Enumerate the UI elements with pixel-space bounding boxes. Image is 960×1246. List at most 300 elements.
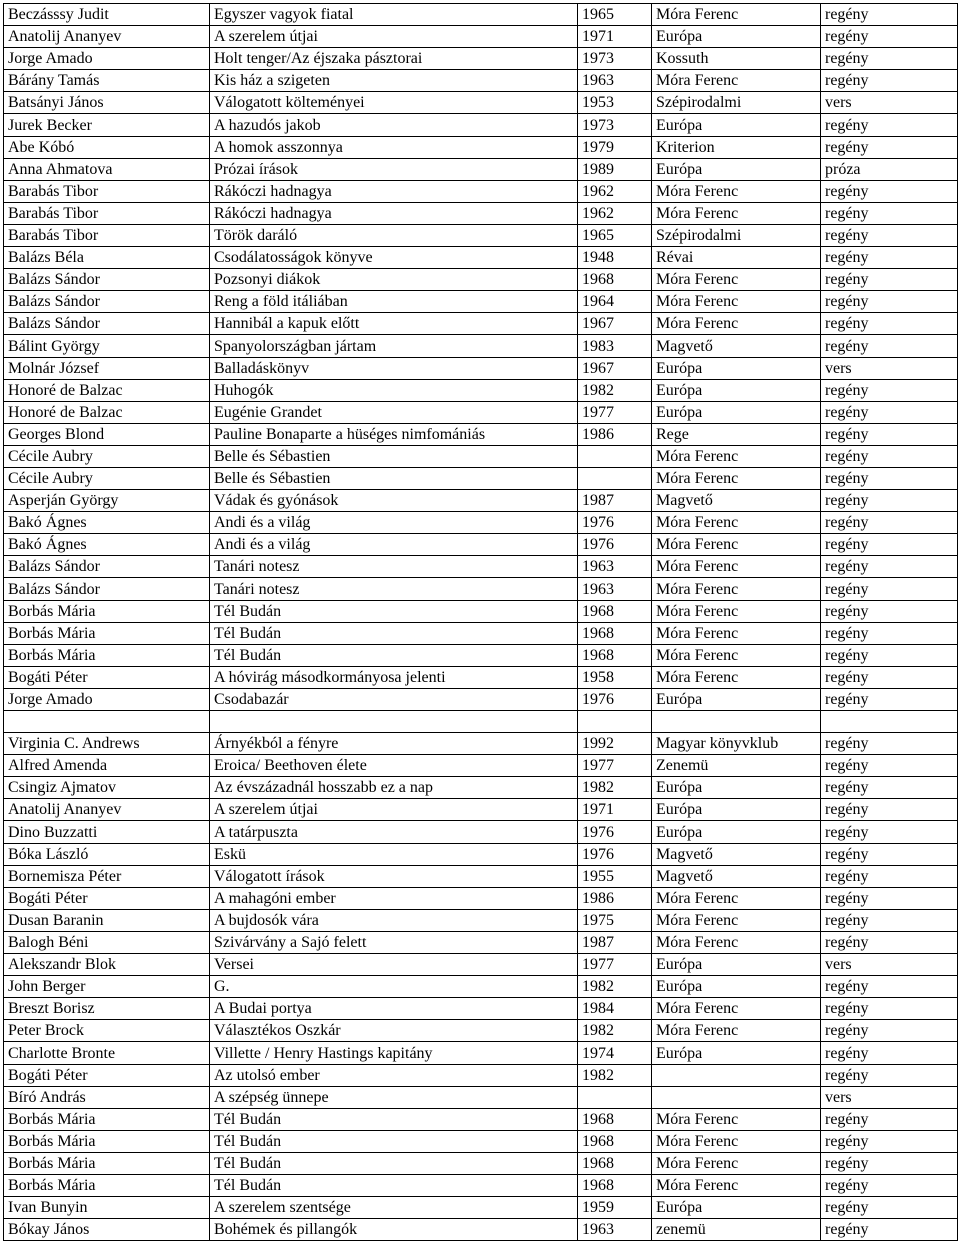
author-cell: Dusan Baranin: [4, 909, 210, 931]
table-row: [4, 423, 958, 445]
title-cell: Az évszázadnál hosszabb ez a nap: [210, 777, 578, 799]
title-cell: A tatárpuszta: [210, 821, 578, 843]
table-row: [4, 1020, 958, 1042]
title-cell: Tél Budán: [210, 622, 578, 644]
genre-cell: regény: [821, 291, 958, 313]
genre-cell: regény: [821, 1130, 958, 1152]
title-cell: Eugénie Grandet: [210, 401, 578, 423]
author-cell: Breszt Borisz: [4, 998, 210, 1020]
table-row: [4, 512, 958, 534]
author-cell: Bornemisza Péter: [4, 865, 210, 887]
publisher-cell: Móra Ferenc: [652, 1174, 821, 1196]
genre-cell: regény: [821, 622, 958, 644]
genre-cell: regény: [821, 512, 958, 534]
genre-cell: regény: [821, 269, 958, 291]
author-cell: Balázs Sándor: [4, 291, 210, 313]
table-row: [4, 909, 958, 931]
genre-cell: vers: [821, 1086, 958, 1108]
year-cell: 1963: [578, 578, 652, 600]
table-row: [4, 357, 958, 379]
genre-cell: regény: [821, 821, 958, 843]
year-cell: [578, 445, 652, 467]
genre-cell: vers: [821, 954, 958, 976]
publisher-cell: Európa: [652, 357, 821, 379]
genre-cell: regény: [821, 247, 958, 269]
table-row: [4, 1064, 958, 1086]
author-cell: Jurek Becker: [4, 114, 210, 136]
genre-cell: regény: [821, 379, 958, 401]
year-cell: 1986: [578, 423, 652, 445]
year-cell: 1982: [578, 777, 652, 799]
genre-cell: regény: [821, 4, 958, 26]
title-cell: Kis ház a szigeten: [210, 70, 578, 92]
publisher-cell: Európa: [652, 1197, 821, 1219]
publisher-cell: Móra Ferenc: [652, 909, 821, 931]
table-row: [4, 755, 958, 777]
year-cell: 1982: [578, 1020, 652, 1042]
table-row: [4, 600, 958, 622]
title-cell: Az utolsó ember: [210, 1064, 578, 1086]
table-row: [4, 534, 958, 556]
title-cell: A szerelem szentsége: [210, 1197, 578, 1219]
title-cell: Tél Budán: [210, 1108, 578, 1130]
table-row: [4, 114, 958, 136]
publisher-cell: Móra Ferenc: [652, 998, 821, 1020]
publisher-cell: Magyar könyvklub: [652, 733, 821, 755]
genre-cell: regény: [821, 887, 958, 909]
genre-cell: regény: [821, 26, 958, 48]
title-cell: Rákóczi hadnagya: [210, 180, 578, 202]
table-row: [4, 556, 958, 578]
year-cell: 1968: [578, 622, 652, 644]
year-cell: 1963: [578, 70, 652, 92]
author-cell: Bogáti Péter: [4, 887, 210, 909]
table-row: [4, 467, 958, 489]
author-cell: Balázs Béla: [4, 247, 210, 269]
table-row: [4, 1086, 958, 1108]
year-cell: 1976: [578, 688, 652, 710]
author-cell: Asperján György: [4, 490, 210, 512]
author-cell: Borbás Mária: [4, 600, 210, 622]
year-cell: 1977: [578, 401, 652, 423]
year-cell: 1962: [578, 202, 652, 224]
year-cell: 1968: [578, 600, 652, 622]
title-cell: A szerelem útjai: [210, 799, 578, 821]
publisher-cell: Móra Ferenc: [652, 622, 821, 644]
title-cell: A homok asszonnya: [210, 136, 578, 158]
table-row: [4, 92, 958, 114]
year-cell: 1992: [578, 733, 652, 755]
genre-cell: regény: [821, 644, 958, 666]
publisher-cell: Révai: [652, 247, 821, 269]
year-cell: 1958: [578, 666, 652, 688]
publisher-cell: Móra Ferenc: [652, 4, 821, 26]
year-cell: 1979: [578, 136, 652, 158]
title-cell: Tél Budán: [210, 1130, 578, 1152]
genre-cell: regény: [821, 578, 958, 600]
table-row: [4, 335, 958, 357]
title-cell: Tél Budán: [210, 1152, 578, 1174]
publisher-cell: Európa: [652, 821, 821, 843]
table-row: [4, 313, 958, 335]
publisher-cell: Magvető: [652, 335, 821, 357]
table-row: [4, 733, 958, 755]
year-cell: 1968: [578, 1108, 652, 1130]
genre-cell: regény: [821, 1020, 958, 1042]
year-cell: [578, 467, 652, 489]
publisher-cell: Európa: [652, 799, 821, 821]
table-row: [4, 931, 958, 953]
publisher-cell: Európa: [652, 114, 821, 136]
genre-cell: regény: [821, 755, 958, 777]
year-cell: 1986: [578, 887, 652, 909]
author-cell: Cécile Aubry: [4, 467, 210, 489]
genre-cell: regény: [821, 1042, 958, 1064]
publisher-cell: Móra Ferenc: [652, 1108, 821, 1130]
year-cell: 1973: [578, 114, 652, 136]
table-row: [4, 4, 958, 26]
title-cell: A hazudós jakob: [210, 114, 578, 136]
genre-cell: regény: [821, 556, 958, 578]
table-row: [4, 865, 958, 887]
year-cell: 1987: [578, 490, 652, 512]
title-cell: Andi és a világ: [210, 512, 578, 534]
year-cell: 1968: [578, 1130, 652, 1152]
title-cell: Török daráló: [210, 224, 578, 246]
title-cell: Tanári notesz: [210, 556, 578, 578]
genre-cell: [821, 711, 958, 733]
author-cell: Balázs Sándor: [4, 313, 210, 335]
publisher-cell: [652, 711, 821, 733]
genre-cell: regény: [821, 600, 958, 622]
publisher-cell: [652, 1086, 821, 1108]
year-cell: 1977: [578, 954, 652, 976]
publisher-cell: Rege: [652, 423, 821, 445]
genre-cell: regény: [821, 1197, 958, 1219]
table-row: [4, 622, 958, 644]
table-row: [4, 269, 958, 291]
publisher-cell: Móra Ferenc: [652, 556, 821, 578]
title-cell: Versei: [210, 954, 578, 976]
title-cell: Tél Budán: [210, 1174, 578, 1196]
publisher-cell: [652, 1064, 821, 1086]
genre-cell: regény: [821, 931, 958, 953]
author-cell: Anatolij Ananyev: [4, 799, 210, 821]
author-cell: Honoré de Balzac: [4, 379, 210, 401]
year-cell: [578, 1086, 652, 1108]
author-cell: Balázs Sándor: [4, 578, 210, 600]
table-row: [4, 711, 958, 733]
author-cell: Borbás Mária: [4, 1174, 210, 1196]
publisher-cell: Móra Ferenc: [652, 70, 821, 92]
genre-cell: regény: [821, 114, 958, 136]
title-cell: Spanyolországban jártam: [210, 335, 578, 357]
publisher-cell: Móra Ferenc: [652, 931, 821, 953]
year-cell: 1968: [578, 1152, 652, 1174]
genre-cell: regény: [821, 224, 958, 246]
title-cell: G.: [210, 976, 578, 998]
year-cell: 1976: [578, 512, 652, 534]
table-row: [4, 799, 958, 821]
table-row: [4, 224, 958, 246]
author-cell: Jorge Amado: [4, 48, 210, 70]
title-cell: Árnyékból a fényre: [210, 733, 578, 755]
genre-cell: regény: [821, 976, 958, 998]
table-row: [4, 976, 958, 998]
author-cell: Cécile Aubry: [4, 445, 210, 467]
author-cell: Balázs Sándor: [4, 269, 210, 291]
author-cell: Georges Blond: [4, 423, 210, 445]
author-cell: Anatolij Ananyev: [4, 26, 210, 48]
table-row: [4, 136, 958, 158]
title-cell: Választékos Oszkár: [210, 1020, 578, 1042]
publisher-cell: zenemü: [652, 1219, 821, 1241]
year-cell: 1967: [578, 357, 652, 379]
publisher-cell: Európa: [652, 688, 821, 710]
author-cell: Abe Kóbó: [4, 136, 210, 158]
year-cell: 1967: [578, 313, 652, 335]
year-cell: 1965: [578, 4, 652, 26]
author-cell: Bókay János: [4, 1219, 210, 1241]
author-cell: Balogh Béni: [4, 931, 210, 953]
title-cell: [210, 711, 578, 733]
author-cell: Charlotte Bronte: [4, 1042, 210, 1064]
publisher-cell: Móra Ferenc: [652, 512, 821, 534]
publisher-cell: Kossuth: [652, 48, 821, 70]
author-cell: John Berger: [4, 976, 210, 998]
title-cell: A hóvirág másodkormányosa jelenti: [210, 666, 578, 688]
author-cell: Bálint György: [4, 335, 210, 357]
year-cell: 1963: [578, 556, 652, 578]
year-cell: 1968: [578, 644, 652, 666]
title-cell: Pozsonyi diákok: [210, 269, 578, 291]
publisher-cell: Európa: [652, 379, 821, 401]
publisher-cell: Magvető: [652, 843, 821, 865]
title-cell: Reng a föld itáliában: [210, 291, 578, 313]
year-cell: 1971: [578, 26, 652, 48]
genre-cell: regény: [821, 799, 958, 821]
author-cell: Batsányi János: [4, 92, 210, 114]
title-cell: Eskü: [210, 843, 578, 865]
author-cell: Balázs Sándor: [4, 556, 210, 578]
year-cell: 1975: [578, 909, 652, 931]
author-cell: Borbás Mária: [4, 644, 210, 666]
year-cell: 1973: [578, 48, 652, 70]
title-cell: A bujdosók vára: [210, 909, 578, 931]
author-cell: Peter Brock: [4, 1020, 210, 1042]
year-cell: 1982: [578, 976, 652, 998]
publisher-cell: Móra Ferenc: [652, 534, 821, 556]
genre-cell: regény: [821, 70, 958, 92]
publisher-cell: Móra Ferenc: [652, 291, 821, 313]
author-cell: Borbás Mária: [4, 1152, 210, 1174]
author-cell: Alekszandr Blok: [4, 954, 210, 976]
table-row: [4, 644, 958, 666]
genre-cell: regény: [821, 534, 958, 556]
title-cell: A szerelem útjai: [210, 26, 578, 48]
publisher-cell: Móra Ferenc: [652, 1152, 821, 1174]
table-row: [4, 291, 958, 313]
year-cell: 1976: [578, 821, 652, 843]
table-row: [4, 578, 958, 600]
author-cell: Csingiz Ajmatov: [4, 777, 210, 799]
title-cell: Pauline Bonaparte a hüséges nimfomániás: [210, 423, 578, 445]
author-cell: Anna Ahmatova: [4, 158, 210, 180]
author-cell: Borbás Mária: [4, 1130, 210, 1152]
title-cell: A szépség ünnepe: [210, 1086, 578, 1108]
title-cell: Szivárvány a Sajó felett: [210, 931, 578, 953]
genre-cell: próza: [821, 158, 958, 180]
table-row: [4, 26, 958, 48]
year-cell: 1974: [578, 1042, 652, 1064]
title-cell: Válogatott írások: [210, 865, 578, 887]
genre-cell: regény: [821, 467, 958, 489]
title-cell: Balladáskönyv: [210, 357, 578, 379]
year-cell: 1963: [578, 1219, 652, 1241]
table-row: [4, 158, 958, 180]
author-cell: Bárány Tamás: [4, 70, 210, 92]
table-row: [4, 1042, 958, 1064]
table-row: [4, 821, 958, 843]
title-cell: Válogatott költeményei: [210, 92, 578, 114]
title-cell: A mahagóni ember: [210, 887, 578, 909]
title-cell: Belle és Sébastien: [210, 467, 578, 489]
genre-cell: regény: [821, 48, 958, 70]
genre-cell: regény: [821, 733, 958, 755]
author-cell: Virginia C. Andrews: [4, 733, 210, 755]
title-cell: Tél Budán: [210, 644, 578, 666]
author-cell: [4, 711, 210, 733]
publisher-cell: Magvető: [652, 865, 821, 887]
genre-cell: regény: [821, 490, 958, 512]
publisher-cell: Kriterion: [652, 136, 821, 158]
table-row: [4, 1130, 958, 1152]
author-cell: Barabás Tibor: [4, 224, 210, 246]
table-row: [4, 1152, 958, 1174]
author-cell: Bogáti Péter: [4, 666, 210, 688]
title-cell: Vádak és gyónások: [210, 490, 578, 512]
title-cell: Belle és Sébastien: [210, 445, 578, 467]
table-row: [4, 887, 958, 909]
table-row: [4, 998, 958, 1020]
publisher-cell: Európa: [652, 976, 821, 998]
author-cell: Bakó Ágnes: [4, 534, 210, 556]
year-cell: 1983: [578, 335, 652, 357]
genre-cell: regény: [821, 335, 958, 357]
table-row: [4, 954, 958, 976]
author-cell: Jorge Amado: [4, 688, 210, 710]
genre-cell: regény: [821, 423, 958, 445]
year-cell: 1959: [578, 1197, 652, 1219]
author-cell: Honoré de Balzac: [4, 401, 210, 423]
title-cell: Egyszer vagyok fiatal: [210, 4, 578, 26]
table-row: [4, 666, 958, 688]
table-row: [4, 777, 958, 799]
publisher-cell: Szépirodalmi: [652, 224, 821, 246]
table-row: [4, 688, 958, 710]
author-cell: Bóka László: [4, 843, 210, 865]
author-cell: Borbás Mária: [4, 1108, 210, 1130]
genre-cell: vers: [821, 357, 958, 379]
publisher-cell: Európa: [652, 1042, 821, 1064]
author-cell: Borbás Mária: [4, 622, 210, 644]
publisher-cell: Szépirodalmi: [652, 92, 821, 114]
author-cell: Bogáti Péter: [4, 1064, 210, 1086]
table-row: [4, 180, 958, 202]
table-row: [4, 1174, 958, 1196]
year-cell: 1982: [578, 379, 652, 401]
publisher-cell: Móra Ferenc: [652, 269, 821, 291]
year-cell: 1987: [578, 931, 652, 953]
genre-cell: regény: [821, 843, 958, 865]
genre-cell: regény: [821, 1219, 958, 1241]
title-cell: Villette / Henry Hastings kapitány: [210, 1042, 578, 1064]
genre-cell: regény: [821, 1064, 958, 1086]
title-cell: Andi és a világ: [210, 534, 578, 556]
genre-cell: regény: [821, 401, 958, 423]
publisher-cell: Európa: [652, 777, 821, 799]
year-cell: 1964: [578, 291, 652, 313]
table-row: [4, 843, 958, 865]
genre-cell: vers: [821, 92, 958, 114]
book-list-body: [4, 4, 958, 1241]
table-row: [4, 490, 958, 512]
title-cell: Csodabazár: [210, 688, 578, 710]
publisher-cell: Móra Ferenc: [652, 644, 821, 666]
genre-cell: regény: [821, 688, 958, 710]
table-row: [4, 401, 958, 423]
year-cell: 1965: [578, 224, 652, 246]
year-cell: 1955: [578, 865, 652, 887]
publisher-cell: Móra Ferenc: [652, 887, 821, 909]
title-cell: Eroica/ Beethoven élete: [210, 755, 578, 777]
genre-cell: regény: [821, 1174, 958, 1196]
publisher-cell: Móra Ferenc: [652, 1130, 821, 1152]
title-cell: Tél Budán: [210, 600, 578, 622]
genre-cell: regény: [821, 1152, 958, 1174]
year-cell: 1976: [578, 843, 652, 865]
publisher-cell: Európa: [652, 401, 821, 423]
title-cell: Csodálatosságok könyve: [210, 247, 578, 269]
table-row: [4, 48, 958, 70]
title-cell: Prózai írások: [210, 158, 578, 180]
year-cell: 1984: [578, 998, 652, 1020]
author-cell: Bakó Ágnes: [4, 512, 210, 534]
author-cell: Alfred Amenda: [4, 755, 210, 777]
genre-cell: regény: [821, 777, 958, 799]
table-row: [4, 247, 958, 269]
genre-cell: regény: [821, 313, 958, 335]
publisher-cell: Móra Ferenc: [652, 578, 821, 600]
author-cell: Molnár József: [4, 357, 210, 379]
publisher-cell: Móra Ferenc: [652, 1020, 821, 1042]
genre-cell: regény: [821, 909, 958, 931]
table-row: [4, 1108, 958, 1130]
year-cell: 1977: [578, 755, 652, 777]
publisher-cell: Móra Ferenc: [652, 313, 821, 335]
genre-cell: regény: [821, 180, 958, 202]
year-cell: 1976: [578, 534, 652, 556]
author-cell: Beczásssy Judit: [4, 4, 210, 26]
year-cell: 1968: [578, 1174, 652, 1196]
publisher-cell: Móra Ferenc: [652, 600, 821, 622]
author-cell: Bíró András: [4, 1086, 210, 1108]
title-cell: Rákóczi hadnagya: [210, 202, 578, 224]
genre-cell: regény: [821, 865, 958, 887]
author-cell: Barabás Tibor: [4, 180, 210, 202]
year-cell: 1989: [578, 158, 652, 180]
publisher-cell: Móra Ferenc: [652, 467, 821, 489]
